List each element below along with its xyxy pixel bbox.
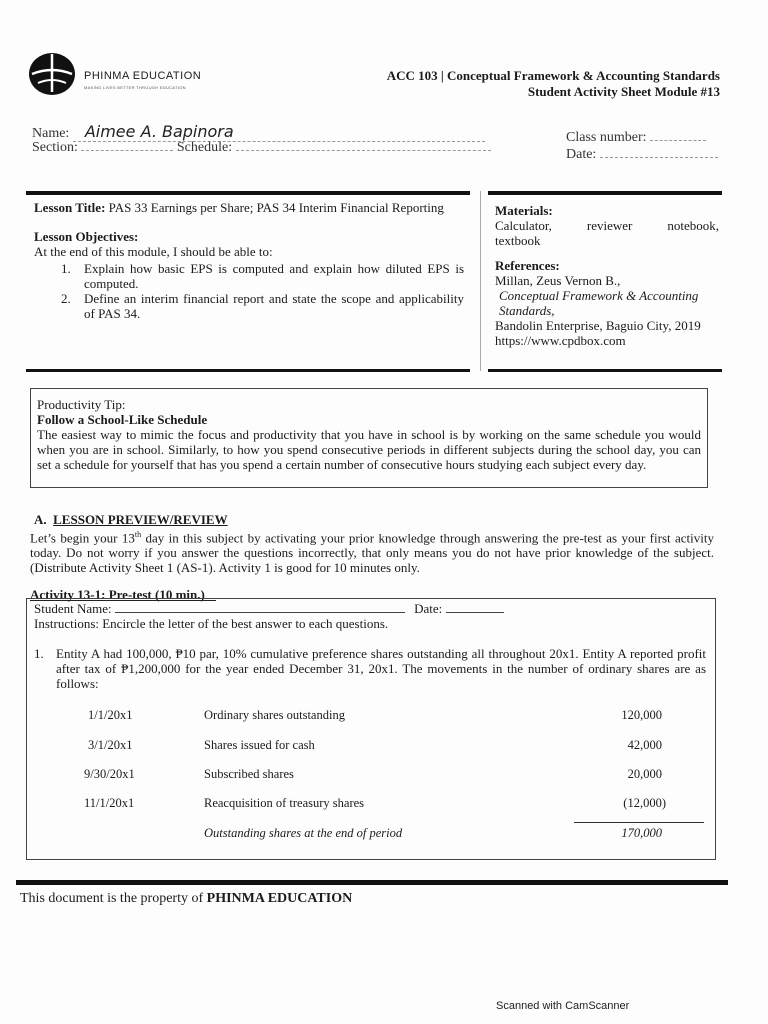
objectives-heading: Lesson Objectives: [34, 229, 139, 244]
tip-body: The easiest way to mimic the focus and productivity that you have in school is by working on the same schedule you would when you are in school. Similarly, to how you spend consecutive periods in different subjects during the school day, you can set a schedule for yourself that has you spend a certain number of consecutive hours studying each subject every day. [37, 427, 701, 472]
reference-url[interactable]: https://www.cpdbox.com [495, 333, 626, 348]
row-amount: 120,000 [621, 708, 662, 722]
student-name-field [34, 601, 504, 616]
objective-item: 2. Define an interim financial report and state the scope and applicability of PAS 34. [74, 291, 464, 321]
total-amount: 170,000 [621, 826, 662, 840]
reference-author: Millan, Zeus Vernon B., [495, 273, 621, 288]
lesson-bottom-rule [26, 369, 470, 372]
activity-instructions: Instructions: Encircle the letter of the best answer to each questions. [34, 616, 389, 631]
row-desc: Subscribed shares [204, 767, 294, 781]
student-name-label: Student Name: [34, 601, 112, 616]
productivity-tip-box [30, 388, 708, 488]
course-title: ACC 103 | Conceptual Framework & Accounting Standards [386, 68, 720, 83]
row-date: 3/1/20x1 [88, 738, 133, 752]
footer-text: This document is the property of PHINMA EDUCATION [20, 891, 353, 906]
activity-date-label: Date: [414, 601, 443, 616]
materials-block [495, 203, 719, 348]
materials-text: Calculator, reviewer notebook, textbook [495, 218, 719, 248]
row-desc: Reacquisition of treasury shares [204, 796, 365, 810]
pretest-box [26, 598, 716, 860]
date-label: Date: [566, 147, 597, 162]
section-label: Section: [32, 140, 78, 155]
name-label: Name: [32, 126, 70, 141]
row-desc: Shares issued for cash [204, 738, 315, 752]
section-a-heading: A. LESSON PREVIEW/REVIEW [34, 512, 228, 527]
lesson-title: Lesson Title: PAS 33 Earnings per Share; PAS 34 Interim Financial Reporting [34, 200, 444, 215]
total-rule [574, 822, 704, 823]
references-bottom-rule [488, 369, 722, 372]
reference-book: Conceptual Framework & Accounting Standards, [499, 288, 699, 318]
row-date: 9/30/20x1 [84, 767, 135, 781]
question-1-number: 1. [34, 646, 44, 661]
brand-tagline: MAKING LIVES BETTER THROUGH EDUCATION [84, 85, 186, 90]
module-title: Student Activity Sheet Module #13 [527, 84, 720, 99]
objectives-list [34, 261, 464, 321]
section-a-intro: Let’s begin your 13th day in this subject by activating your prior knowledge through answering the pre-test as your first activity today. Do not worry if you answer the questions incorrectly, that only means you do not have prior knowledge of the subject. (Distribute Activity Sheet 1 (AS-1). Activity 1 is good for 10 minutes only. [30, 530, 714, 576]
name-field [32, 122, 485, 142]
lesson-block [34, 200, 464, 321]
materials-top-rule [488, 191, 722, 195]
lesson-top-rule [26, 191, 470, 195]
brand-name: PHINMA EDUCATION [84, 70, 202, 82]
lesson-side-rule [480, 191, 481, 371]
row-amount: 42,000 [627, 738, 662, 752]
objectives-intro: At the end of this module, I should be able to: [34, 244, 273, 259]
activity-heading: Activity 13-1: Pre-test (10 min.) [30, 587, 205, 602]
objective-item: 1. Explain how basic EPS is computed and explain how diluted EPS is computed. [74, 261, 464, 291]
question-1-text: Entity A had 100,000, ₱10 par, 10% cumulative preference shares outstanding all throughout 20x1. Entity A reported profit after tax of ₱1,200,000 for the year ended December 31, 20x1. The movements in the number of ordinary shares are as follows: [56, 646, 706, 691]
class-number-field [566, 130, 706, 146]
name-value: Aimee A. Bapinora [73, 122, 485, 142]
row-amount: (12,000) [623, 796, 666, 810]
tip-label: Productivity Tip: [37, 397, 126, 412]
phinma-logo [28, 52, 76, 96]
references-heading: References: [495, 258, 560, 273]
row-desc: Ordinary shares outstanding [204, 708, 345, 722]
camscanner-watermark: Scanned with CamScanner [496, 1000, 630, 1012]
reference-publisher: Bandolin Enterprise, Baguio City, 2019 [495, 318, 701, 333]
date-field [566, 147, 718, 163]
tip-heading: Follow a School-Like Schedule [37, 412, 208, 427]
materials-heading: Materials: [495, 203, 553, 218]
section-field [32, 140, 491, 156]
row-date: 11/1/20x1 [84, 796, 135, 810]
row-amount: 20,000 [627, 767, 662, 781]
footer-rule [16, 880, 728, 885]
total-desc: Outstanding shares at the end of period [204, 826, 403, 840]
schedule-label: Schedule: [176, 140, 233, 155]
class-number-label: Class number: [566, 130, 647, 145]
row-date: 1/1/20x1 [88, 708, 133, 722]
